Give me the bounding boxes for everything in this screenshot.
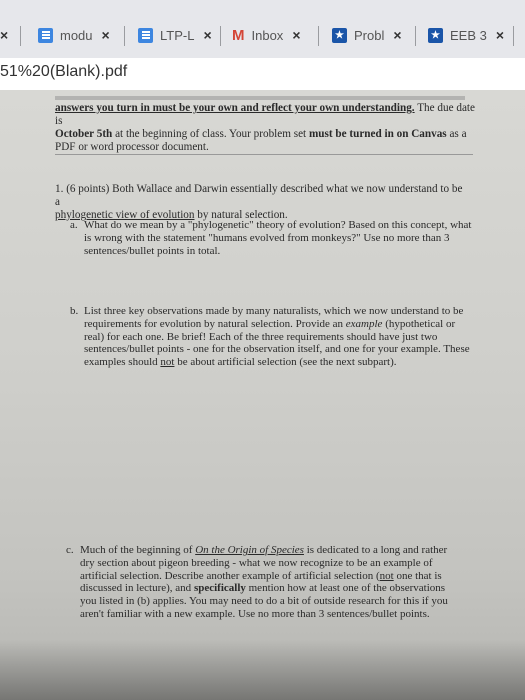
photo-vignette <box>0 640 525 700</box>
star-icon: ★ <box>428 28 443 43</box>
browser-tab-bar <box>0 0 525 58</box>
close-icon[interactable]: × <box>292 27 301 43</box>
tab-label: Probl <box>354 27 385 43</box>
doc-icon <box>138 28 153 43</box>
close-icon[interactable]: × <box>495 27 505 43</box>
instructions-paragraph <box>55 102 475 154</box>
question-1b-text: (hypothetical or real) for each one. Be brief! Each of the three requirements should have just two sentences/bullet points - one for the observation itself, and one for your example. These examples should <box>84 317 470 369</box>
question-1c-emphasis: specifically <box>193 582 246 595</box>
cropped-text-line <box>55 96 465 100</box>
part-label: c. <box>66 544 74 556</box>
question-1b-emphasis: not <box>160 356 175 369</box>
tab-inbox[interactable] <box>232 20 301 50</box>
tab-divider <box>220 26 221 46</box>
question-1-text: by natural selection. <box>194 209 288 221</box>
instructions-underlined: answers you turn in must be your own and reflect your own understanding. <box>55 102 415 114</box>
part-label: a. <box>70 219 78 231</box>
due-date: October 5th <box>55 128 113 140</box>
instructions-text: at the beginning of class. Your problem set <box>112 128 309 140</box>
doc-icon <box>38 28 53 43</box>
close-icon[interactable]: × <box>101 27 110 43</box>
question-1 <box>55 183 465 222</box>
question-1-text: 1. (6 points) Both Wallace and Darwin essentially described what we now understand to be a <box>55 183 463 208</box>
tab-divider <box>513 26 514 46</box>
tab-modu[interactable] <box>38 20 110 50</box>
question-1c-text: Much of the beginning of <box>80 544 196 556</box>
pdf-page <box>0 90 525 700</box>
question-1-underlined: phylogenetic view of evolution <box>55 209 195 221</box>
instructions-text: as a <box>446 128 467 140</box>
book-title: On the Origin of Species <box>195 544 304 556</box>
question-1c-text: one that is discussed in lecture), and <box>80 569 442 595</box>
tab-eeb[interactable] <box>428 20 504 50</box>
question-1b <box>70 305 476 369</box>
submission-requirement: must be turned in on Canvas <box>308 128 447 140</box>
tab-label: Inbox <box>251 27 284 43</box>
close-icon[interactable]: × <box>203 27 212 43</box>
instructions-text: PDF or word processor document. <box>55 141 209 153</box>
question-1c-text: mention how at least one of the observations you listed in (b) applies. You may need to do a bit of outside research for this if you aren't familiar with a new example. Use no more than 3 sentences/bullet points. <box>80 582 448 620</box>
question-1b-text: be about artificial selection (see the next subpart). <box>174 356 397 369</box>
tab-label: LTP-L <box>160 27 195 43</box>
star-icon: ★ <box>332 28 347 43</box>
question-1c-text: is dedicated to a long and rather dry section about pigeon breeding - what we now recognize to be an example of artificial selection. Describe another example of artificial selection ( <box>80 544 448 582</box>
part-label: b. <box>70 305 79 317</box>
tab-label: EEB 3 <box>450 27 487 43</box>
close-icon[interactable]: × <box>393 27 402 43</box>
close-icon[interactable]: × <box>0 27 9 43</box>
gmail-icon: M <box>232 26 245 44</box>
tab-divider <box>415 26 416 46</box>
section-divider <box>55 154 473 155</box>
question-1a-text: What do we mean by a "phylogenetic" theory of evolution? Based on this concept, what is wrong with the statement "humans evolved from monkeys?" Use no more than 3 sentences/bullet points in total. <box>84 219 472 257</box>
tab-label: modu <box>60 27 93 43</box>
question-1a <box>70 219 472 257</box>
instructions-text: The due date is <box>55 102 475 127</box>
tab-divider <box>20 26 21 46</box>
question-1b-text: List three key observations made by many naturalists, which we now understand to be requirements for evolution by natural selection. Provide an <box>84 305 464 330</box>
pdf-filename: 51%20(Blank).pdf <box>0 63 128 80</box>
question-1c <box>66 544 462 621</box>
question-1b-emphasis: example <box>345 317 383 330</box>
tab-close-partial[interactable] <box>0 20 8 50</box>
tab-problem[interactable] <box>332 20 402 50</box>
tab-divider <box>124 26 125 46</box>
question-1c-emphasis: not <box>379 569 394 582</box>
pdf-title-bar <box>0 58 525 91</box>
tab-divider <box>318 26 319 46</box>
tab-ltp[interactable] <box>138 20 212 50</box>
